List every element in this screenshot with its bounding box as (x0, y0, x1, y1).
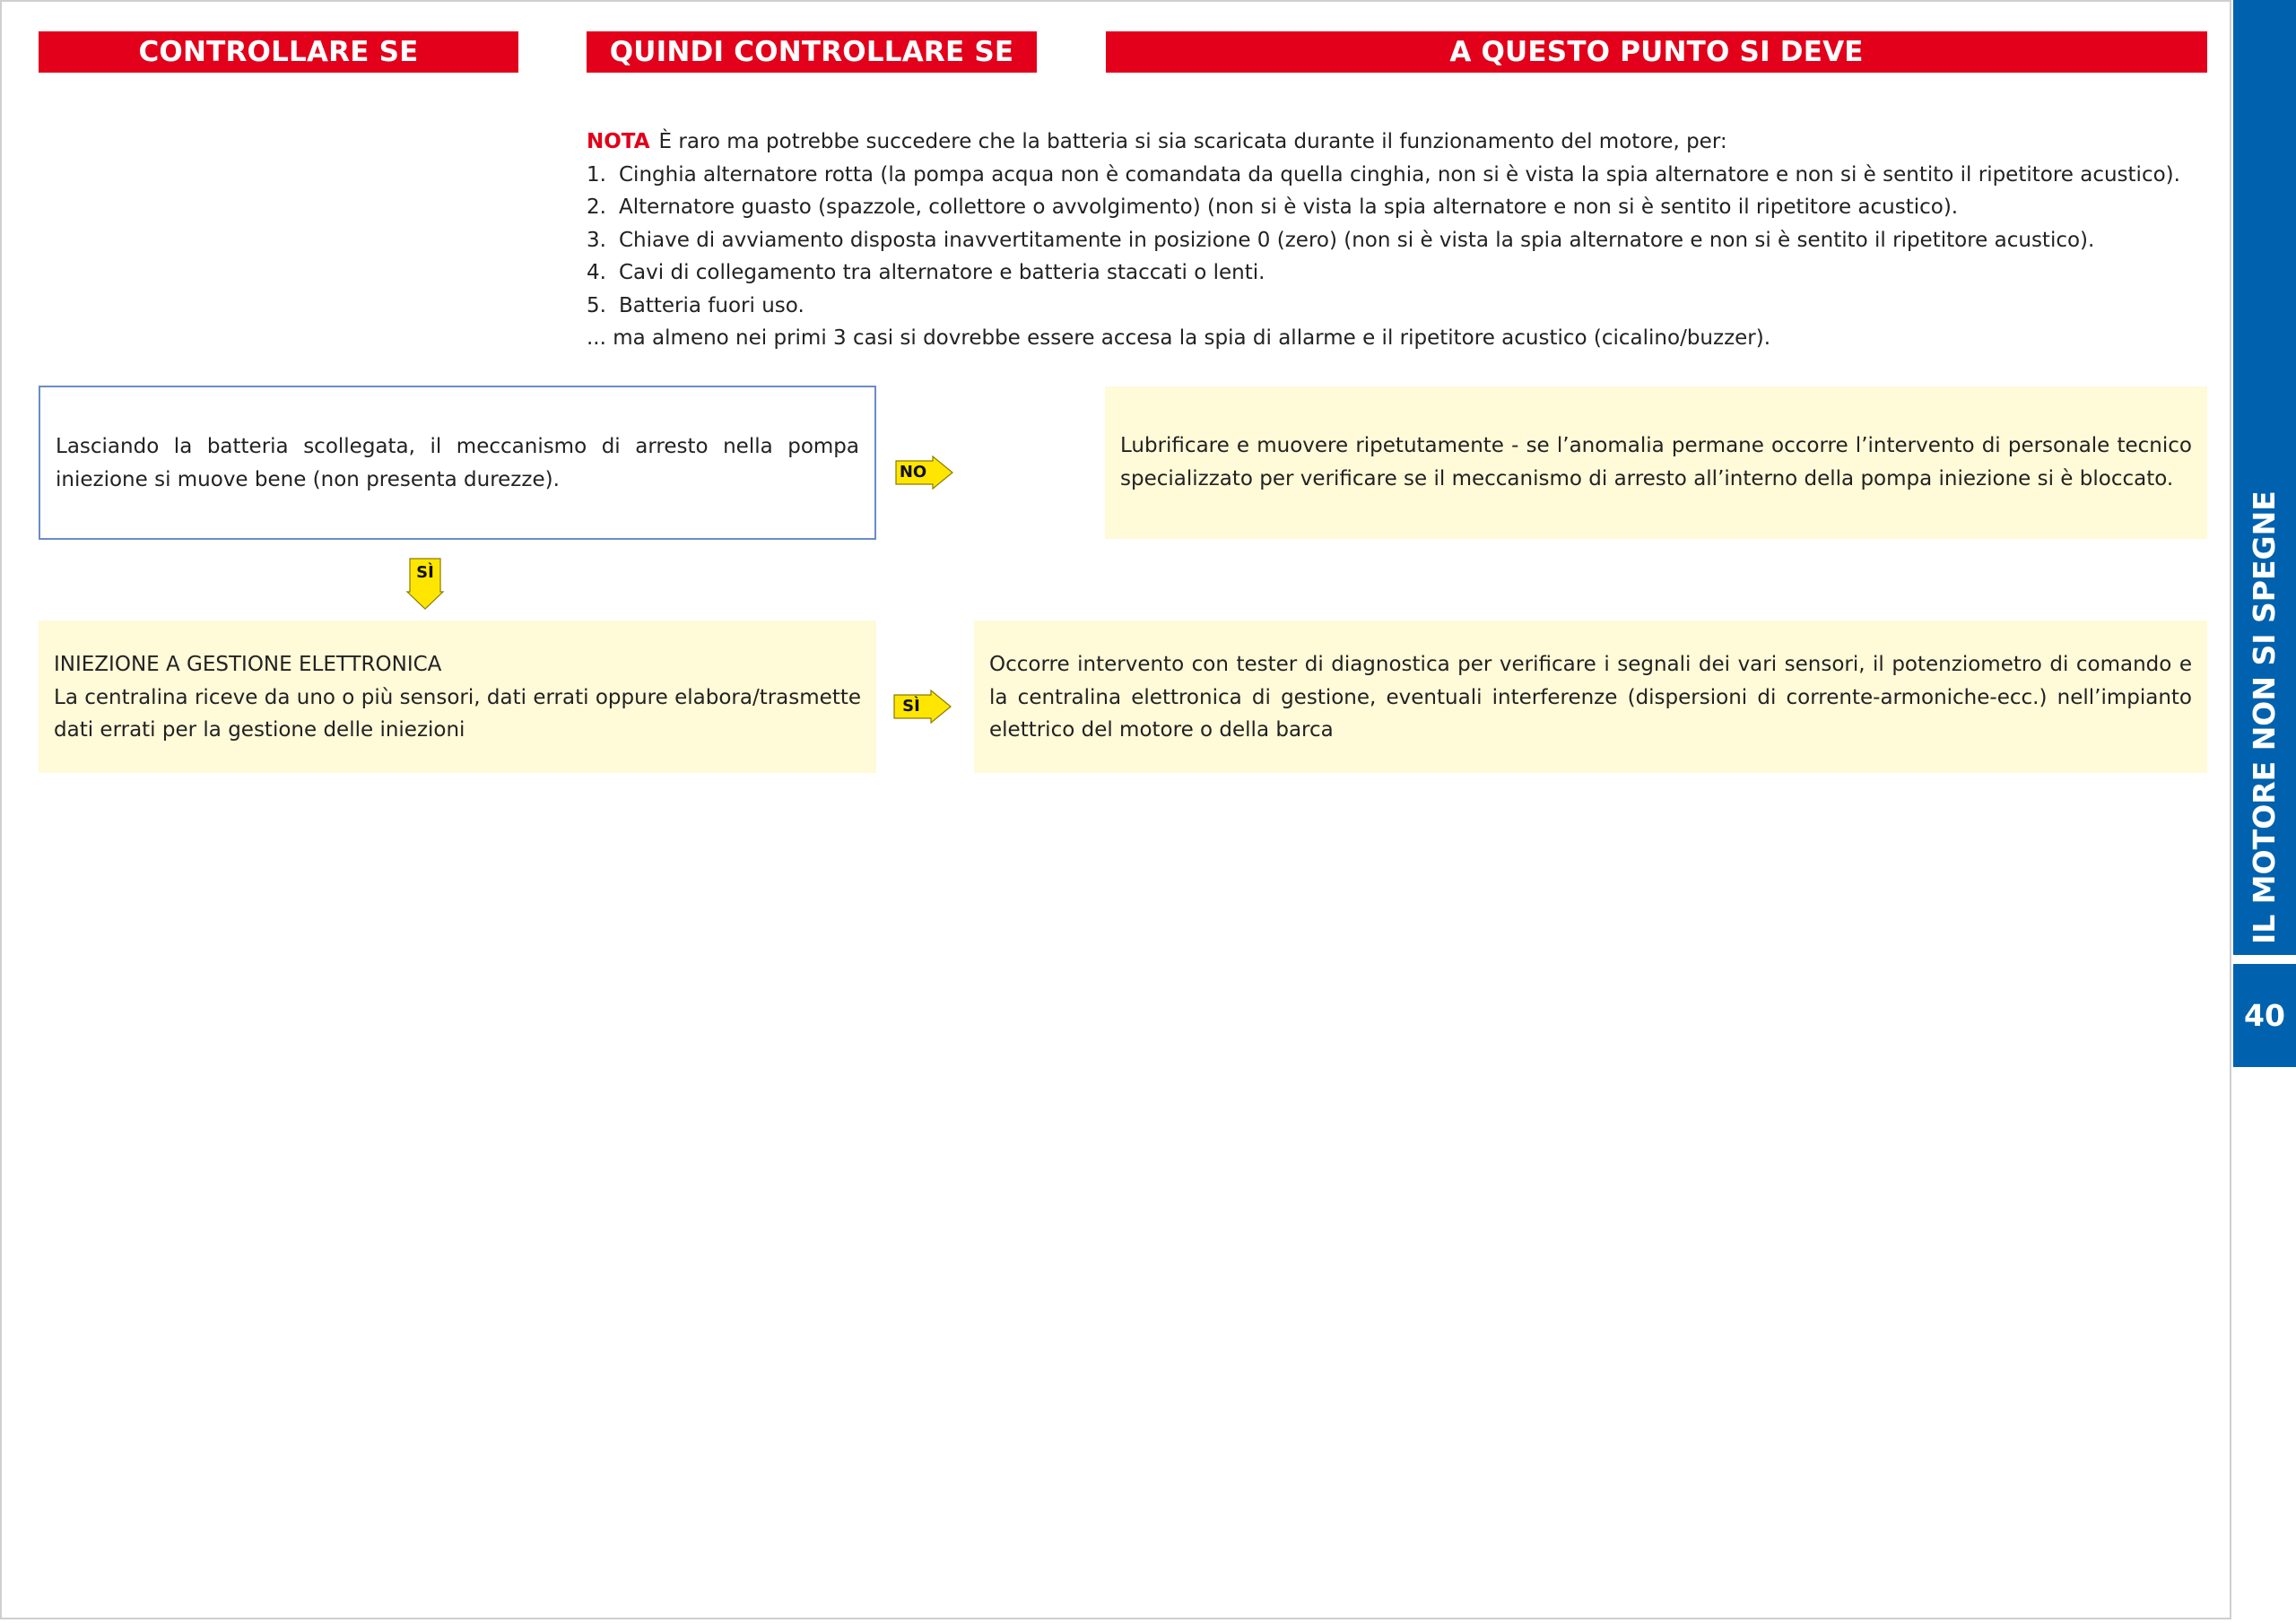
arrow-no-label: NO (899, 463, 927, 482)
note-label: NOTA (587, 130, 650, 153)
check-box-text: Lasciando la batteria scollegata, il meccanismo di arresto nella pompa iniezione si muove bene (non presenta durezze). (56, 435, 859, 491)
note-item (587, 224, 2201, 257)
note-item (587, 159, 2201, 192)
injection-check-box (39, 621, 876, 773)
arrow-si-down-label: SÌ (416, 563, 434, 582)
note-item (587, 256, 2201, 290)
note-outro: ... ma almeno nei primi 3 casi si dovrebbe essere accesa la spia di allarme e il ripetitore acustico (cicalino/buzzer). (587, 326, 1771, 350)
note-item (587, 290, 2201, 323)
injection-content (54, 648, 861, 747)
check-box-stop-mechanism (39, 386, 876, 540)
note-item (587, 191, 2201, 224)
note-item-text: Alternatore guasto (spazzole, collettore o avvolgimento) (non si è vista la spia alternatore e non si è sentito il ripetitore acustico). (619, 195, 1959, 219)
page-number: 40 (2233, 964, 2296, 1067)
note-item-text: Batteria fuori uso. (619, 293, 804, 317)
arrow-si-down (407, 558, 443, 610)
arrow-no-right (895, 456, 954, 490)
side-tab-separator (2233, 955, 2296, 964)
header-quindi-controllare-se: QUINDI CONTROLLARE SE (587, 31, 1037, 73)
note-item-text: Chiave di avviamento disposta inavvertitamente in posizione 0 (zero) (non si è vista la spia alternatore e non si è sentito il ripetitore acustico). (619, 228, 2095, 252)
side-tab-title-text: IL MOTORE NON SI SPEGNE (2247, 490, 2282, 944)
note-item-number: 1. (587, 162, 606, 187)
note-item-number: 5. (587, 293, 606, 317)
diagnostic-action-text: Occorre intervento con tester di diagnostica per verificare i segnali dei vari sensori, il potenziometro di comando e la centralina elettronica di gestione, eventuali interferenze (dispersioni di corrente-armoniche-ecc.) nell’impianto elettrico del motore o della barca (989, 653, 2192, 742)
header-a-questo-punto: A QUESTO PUNTO SI DEVE (1106, 31, 2207, 73)
injection-text: La centralina riceve da uno o più sensori, dati errati oppure elabora/trasmette dati errati per la gestione delle iniezioni (54, 685, 861, 742)
note-intro: È raro ma potrebbe succedere che la batteria si sia scaricata durante il funzionamento del motore, per: (658, 130, 1727, 153)
arrow-si-right-label: SÌ (902, 697, 920, 716)
diagnostic-action-box (974, 621, 2207, 773)
note-item-text: Cavi di collegamento tra alternatore e batteria staccati o lenti. (619, 261, 1265, 284)
header-controllare-se: CONTROLLARE SE (39, 31, 518, 73)
note-item-number: 3. (587, 228, 606, 252)
note-item-text: Cinghia alternatore rotta (la pompa acqua non è comandata da quella cinghia, non si è vista la spia alternatore e non si è sentito il ripetitore acustico). (619, 162, 2180, 187)
injection-title: INIEZIONE A GESTIONE ELETTRONICA (54, 653, 442, 676)
lubricate-action-box (1105, 386, 2207, 539)
note-item-number: 4. (587, 261, 606, 284)
note-intro-line (587, 126, 2201, 159)
lubricate-action-text: Lubrificare e muovere ripetutamente - se l’anomalia permane occorre l’intervento di personale tecnico specializzato per verificare se il meccanismo di arresto all’interno della pompa iniezione si è bloccato. (1120, 434, 2192, 490)
note-item-number: 2. (587, 195, 606, 219)
side-tab-title (2233, 490, 2296, 944)
note-block (587, 126, 2201, 355)
arrow-si-right (893, 690, 952, 724)
